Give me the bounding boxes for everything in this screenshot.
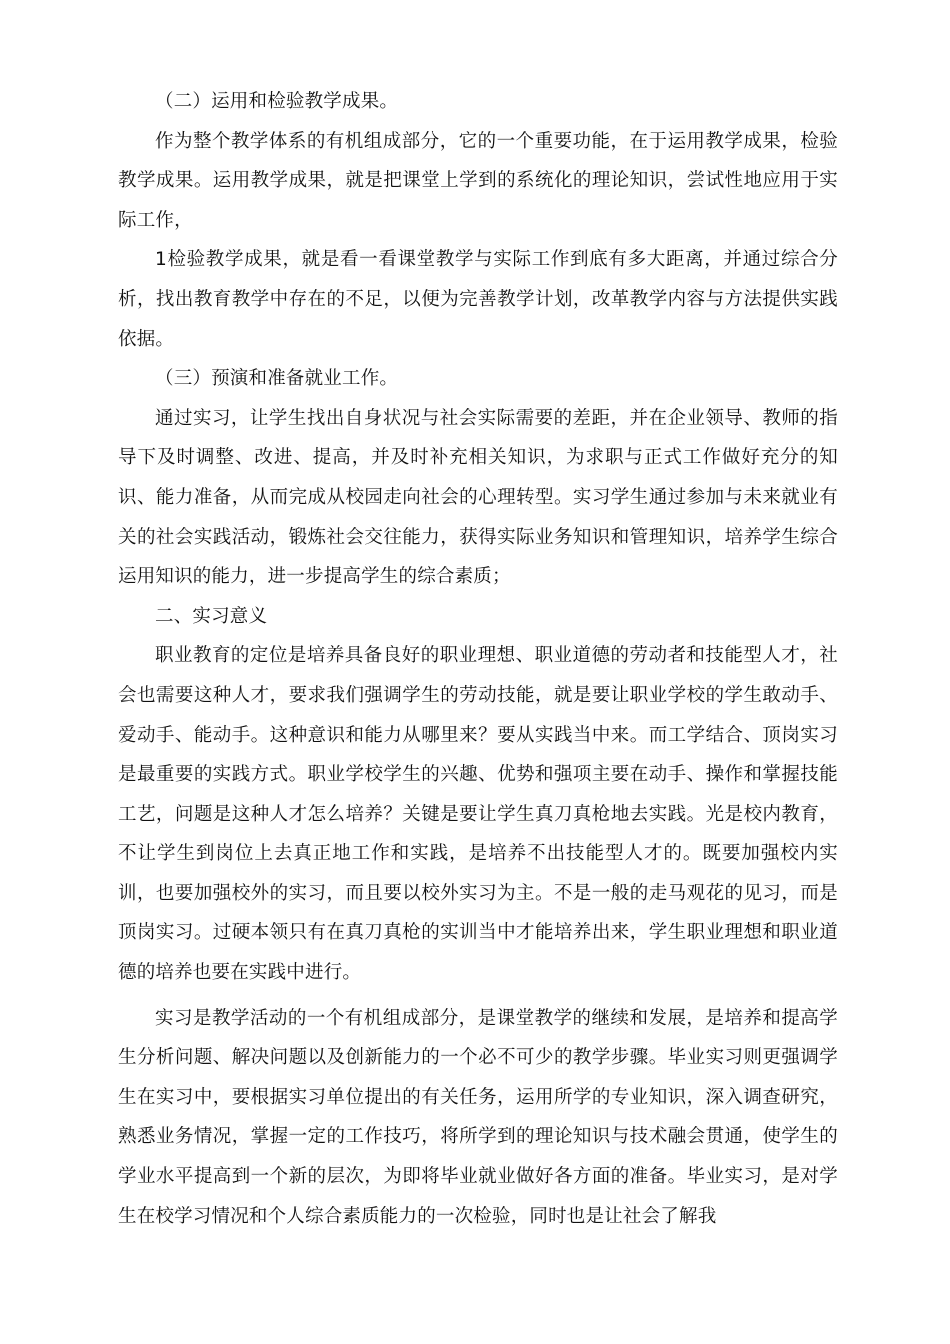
section-heading-3: （三）预演和准备就业工作。: [155, 368, 399, 390]
section-heading-2: （二）运用和检验教学成果。: [155, 91, 399, 112]
section-heading-significance: 二、实习意义: [155, 605, 268, 627]
body-paragraph: 通过实习，让学生找出自身状况与社会实际需要的差距，并在企业领导、教师的指导下及时调整、改进、提高，并及时补充相关知识，为求职与正式工作做好充分的知识、能力准备，从而完成从校园走向社会的心理转型。实习学生通过参加与未来就业有关的社会实践活动，锻炼社会交往能力，获得实际业务知识和管理知识，培养学生综合运用知识的能力，进一步提高学生的综合素质；: [118, 407, 838, 588]
body-paragraph: 1检验教学成果，就是看一看课堂教学与实际工作到底有多大距离，并通过综合分析，找出教育教学中存在的不足，以便为完善教学计划，改革教学内容与方法提供实践依据。: [118, 249, 838, 350]
body-paragraph: 实习是教学活动的一个有机组成部分，是课堂教学的继续和发展，是培养和提高学生分析问题、解决问题以及创新能力的一个必不可少的教学步骤。毕业实习则更强调学生在实习中，要根据实习单位提出的有关任务，运用所学的专业知识，深入调查研究，熟悉业务情况，掌握一定的工作技巧，将所学到的理论知识与技术融会贯通，使学生的学业水平提高到一个新的层次，为即将毕业就业做好各方面的准备。毕业实习，是对学生在校学习情况和个人综合素质能力的一次检验，同时也是让社会了解我: [118, 1007, 838, 1227]
body-paragraph: 作为整个教学体系的有机组成部分，它的一个重要功能，在于运用教学成果，检验教学成果。运用教学成果，就是把课堂上学到的系统化的理论知识，尝试性地应用于实际工作，: [118, 130, 838, 231]
document-body: [118, 82, 838, 1236]
body-paragraph: 职业教育的定位是培养具备良好的职业理想、职业道德的劳动者和技能型人才，社会也需要这种人才，要求我们强调学生的劳动技能，就是要让职业学校的学生敢动手、爱动手、能动手。这种意识和能力从哪里来？要从实践当中来。而工学结合、顶岗实习是最重要的实践方式。职业学校学生的兴趣、优势和强项主要在动手、操作和掌握技能工艺，问题是这种人才怎么培养？关键是要让学生真刀真枪地去实践。光是校内教育，不让学生到岗位上去真正地工作和实践，是培养不出技能型人才的。既要加强校内实训，也要加强校外的实习，而且要以校外实习为主。不是一般的走马观花的见习，而是顶岗实习。过硬本领只有在真刀真枪的实训当中才能培养出来，学生职业理想和职业道德的培养也要在实践中进行。: [118, 645, 838, 984]
